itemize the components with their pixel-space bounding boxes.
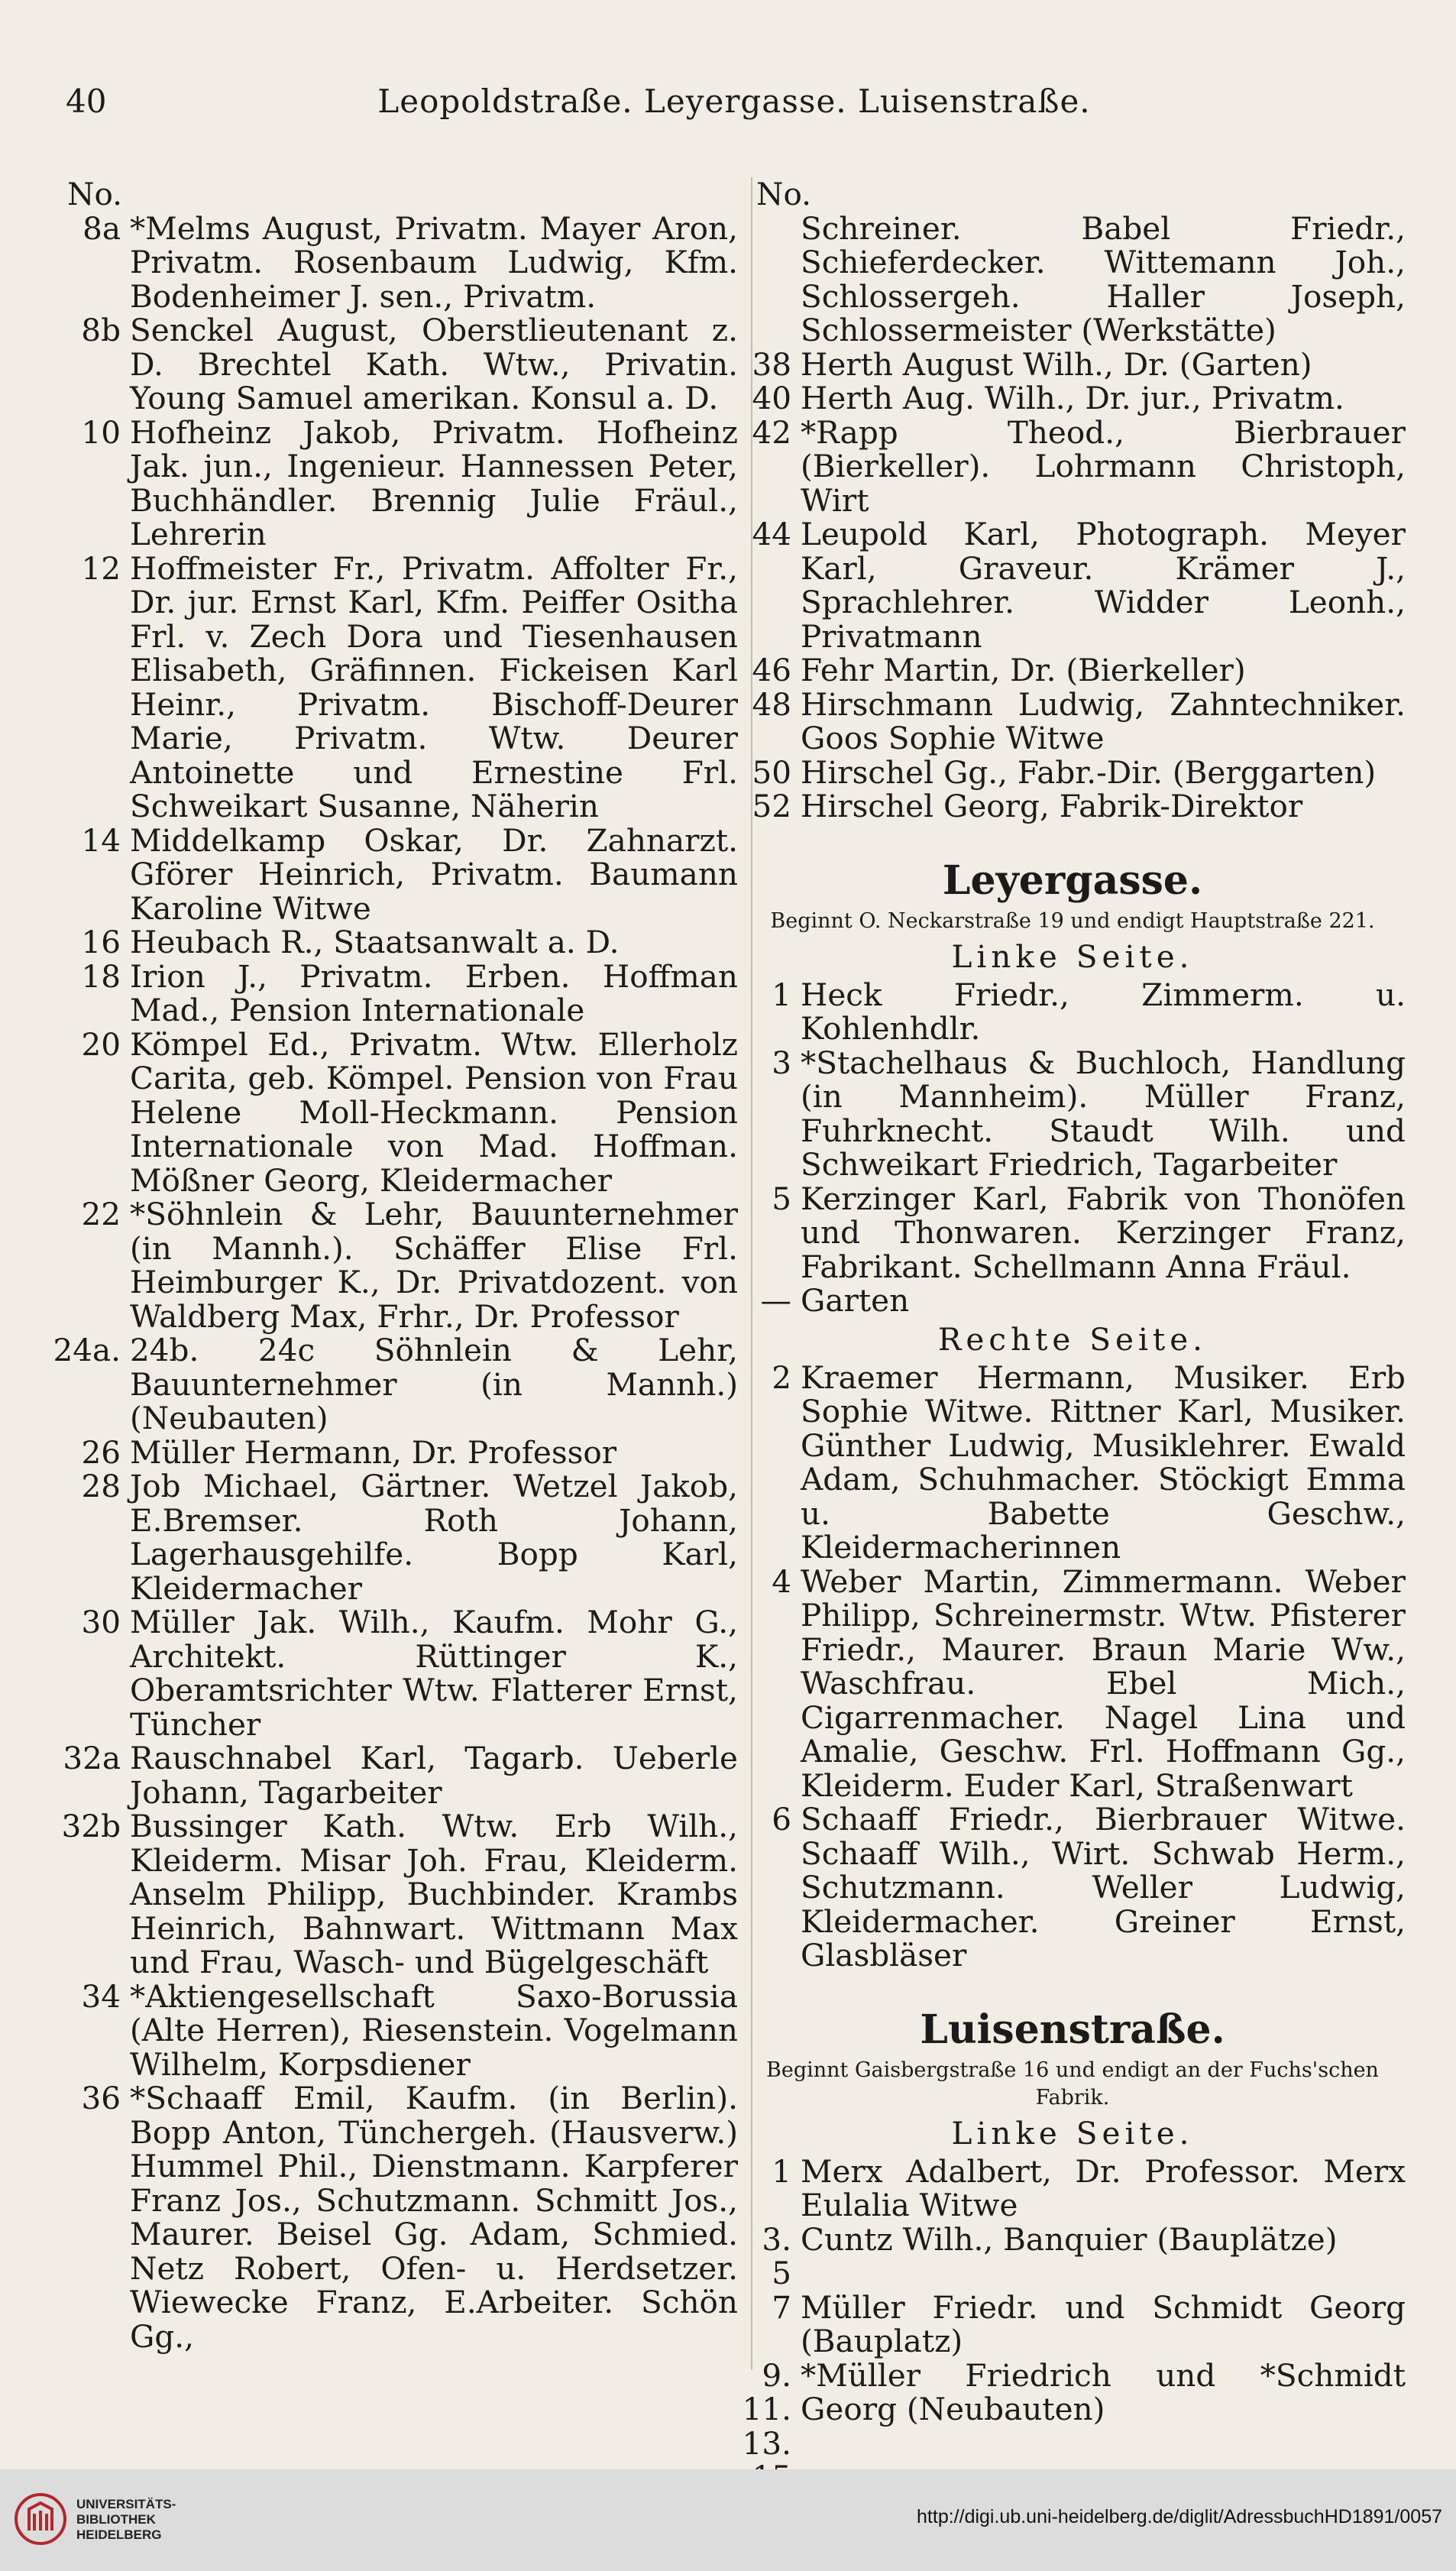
entry-text: Heck Friedr., Zimmerm. u. Kohlenhdlr. bbox=[801, 976, 1406, 1047]
entry-number: — bbox=[760, 1282, 791, 1319]
entry-text: Middelkamp Oskar, Dr. Zahnarzt. Gförer Heinrich, Privatm. Baumann Karoline Witwe bbox=[130, 821, 738, 927]
section-subtitle: Beginnt O. Neckarstraße 19 und endigt Hauptstraße 221. bbox=[770, 908, 1375, 933]
list-item bbox=[50, 413, 738, 552]
section-title-luisenstrasse: Luisenstraße. bbox=[920, 2006, 1225, 2053]
entry-text: *Rapp Theod., Bierbrauer (Bierkeller). Lohrmann Christoph, Wirt bbox=[801, 413, 1406, 519]
side-label-left: Linke Seite. bbox=[951, 2114, 1194, 2152]
list-item bbox=[739, 2220, 1406, 2291]
leyergasse-left-entries bbox=[739, 978, 1406, 1284]
page-number: 40 bbox=[66, 83, 107, 120]
list-item bbox=[739, 789, 1406, 824]
entry-number: 12 bbox=[81, 549, 121, 587]
entry-text: Hirschel Gg., Fabr.-Dir. (Berggarten) bbox=[801, 753, 1377, 791]
entry-number: 6 bbox=[772, 1801, 791, 1838]
entry-number: 32b bbox=[61, 1808, 121, 1844]
entry-number: 4 bbox=[772, 1562, 791, 1600]
entry-text: *Söhnlein & Lehr, Bauunternehmer (in Mannh.). Schäffer Elise Frl. Heimburger K., Dr. Privatdozent. von Waldberg Max, Frhr., Dr. Professor bbox=[130, 1196, 738, 1335]
entry-text: Kömpel Ed., Privatm. Wtw. Ellerholz Carita, geb. Kömpel. Pension von Frau Helene Moll-Heckmann. Pension Internationale von Mad. Hoffman. Mößner Georg, Kleidermacher bbox=[130, 1025, 738, 1199]
entry-number: 16 bbox=[81, 924, 121, 960]
list-item bbox=[50, 1977, 738, 2083]
luisenstrasse-entries bbox=[739, 2152, 1406, 2495]
entry-text: Hirschmann Ludwig, Zahntechniker. Goos Sophie Witwe bbox=[801, 685, 1406, 756]
entry-number: 3. 5 bbox=[762, 2220, 791, 2291]
entry-number: 3 bbox=[772, 1044, 791, 1081]
entry-text: Müller Jak. Wilh., Kaufm. Mohr G., Architekt. Rüttinger K., Oberamtsrichter Wtw. Flatterer Ernst, Tüncher bbox=[130, 1604, 738, 1743]
footer-bar bbox=[0, 2469, 1456, 2571]
entry-number: 14 bbox=[81, 821, 121, 859]
entry-number: 42 bbox=[752, 413, 791, 451]
entry-number: 48 bbox=[752, 685, 791, 723]
entry-number: 1 bbox=[772, 2152, 791, 2190]
number-column-label: No. bbox=[67, 176, 122, 212]
entry-number: 22 bbox=[81, 1196, 121, 1232]
list-item bbox=[739, 978, 1406, 1046]
entry-number: 9. 11. 13. bbox=[742, 2356, 791, 2462]
entry-number: 8b bbox=[81, 312, 121, 348]
entry-text: Weber Martin, Zimmermann. Weber Philipp, Schreinermstr. Wtw. Pfisterer Friedr., Maurer. Braun Marie Ww., Waschfrau. Ebel Mich., Cigarrenmacher. Nagel Lina und Amalie, Geschw. Frl. Hoffmann Gg., Kleiderm. Euder Karl, Straßenwart bbox=[801, 1562, 1406, 1804]
entry-text: *Aktiengesellschaft Saxo-Borussia (Alte Herren), Riesenstein. Vogelmann Wilhelm, Korpsdiener bbox=[130, 1977, 738, 2083]
entry-text: Bussinger Kath. Wtw. Erb Wilh., Kleiderm. Misar Joh. Frau, Kleiderm. Anselm Philipp, Buchbinder. Krambs Heinrich, Bahnwart. Wittmann Max und Frau, Wasch- und Bügelgeschäft bbox=[130, 1808, 738, 1980]
list-item bbox=[50, 1605, 738, 1741]
entry-text: Fehr Martin, Dr. (Bierkeller) bbox=[801, 652, 1246, 688]
entry-number: 34 bbox=[81, 1977, 121, 2015]
list-item bbox=[739, 2152, 1406, 2223]
right-column bbox=[739, 177, 1406, 2495]
list-item bbox=[739, 209, 1406, 348]
number-column-label: No. bbox=[756, 176, 811, 212]
entry-text: 24b. 24c Söhnlein & Lehr, Bauunternehmer (in Mannh.) (Neubauten) bbox=[130, 1332, 738, 1436]
list-item bbox=[739, 1562, 1406, 1804]
left-column bbox=[50, 177, 738, 2353]
list-item bbox=[50, 1741, 738, 1809]
list-item bbox=[739, 753, 1406, 791]
list-item bbox=[739, 413, 1406, 519]
list-item bbox=[739, 517, 1406, 653]
entry-number: 26 bbox=[81, 1433, 121, 1471]
list-item bbox=[50, 1333, 738, 1436]
entry-number: 5 bbox=[772, 1180, 791, 1217]
list-item bbox=[50, 2081, 738, 2353]
entry-number: 8a bbox=[83, 209, 121, 247]
list-item bbox=[50, 957, 738, 1028]
entry-number: 2 bbox=[772, 1358, 791, 1396]
side-label-right: Rechte Seite. bbox=[937, 1320, 1208, 1358]
entry-text: Senckel August, Oberstlieutenant z. D. Brechtel Kath. Wtw., Privatin. Young Samuel amerikan. Konsul a. D. bbox=[130, 312, 738, 416]
entry-text: *Müller Friedrich und *Schmidt Georg (Neubauten) bbox=[801, 2356, 1406, 2427]
list-item bbox=[739, 381, 1406, 416]
list-item bbox=[739, 1802, 1406, 1973]
list-item bbox=[50, 1025, 738, 1199]
page-title: Leopoldstraße. Leyergasse. Luisenstraße. bbox=[377, 83, 1091, 120]
entry-text: Kerzinger Karl, Fabrik von Thonöfen und Thonwaren. Kerzinger Franz, Fabrikant. Schellmann Anna Fräul. bbox=[801, 1180, 1406, 1285]
entry-text: Herth August Wilh., Dr. (Garten) bbox=[801, 345, 1312, 383]
entry-number: 10 bbox=[81, 413, 121, 451]
list-item bbox=[739, 1046, 1406, 1182]
list-item bbox=[50, 821, 738, 927]
library-name: UNIVERSITÄTS- BIBLIOTHEK HEIDELBERG bbox=[76, 2497, 176, 2542]
university-library-logo-icon bbox=[14, 2492, 67, 2546]
list-item bbox=[50, 549, 738, 824]
entry-number: 7 bbox=[772, 2288, 791, 2326]
entry-text: Irion J., Privatm. Erben. Hoffman Mad., Pension Internationale bbox=[130, 957, 738, 1028]
section-subtitle: Beginnt Gaisbergstraße 16 und endigt an der Fuchs'schen Fabrik. bbox=[766, 2058, 1379, 2110]
entry-text: Herth Aug. Wilh., Dr. jur., Privatm. bbox=[801, 380, 1344, 416]
entry-text: Müller Hermann, Dr. Professor bbox=[130, 1433, 617, 1471]
list-item bbox=[50, 925, 738, 960]
leyergasse-right-entries bbox=[739, 1358, 1406, 1974]
list-item bbox=[739, 653, 1406, 688]
entry-text: Rauschnabel Karl, Tagarb. Ueberle Johann, Tagarbeiter bbox=[130, 1740, 738, 1811]
entry-number: 46 bbox=[752, 652, 791, 688]
list-item bbox=[50, 209, 738, 315]
entry-text: Heubach R., Staatsanwalt a. D. bbox=[130, 924, 620, 960]
list-item bbox=[739, 2288, 1406, 2359]
entry-text: *Schaaff Emil, Kaufm. (in Berlin). Bopp Anton, Tünchergeh. (Hausverw.) Hummel Phil., Dienstmann. Karpferer Franz Jos., Schutzmann. Schmitt Jos., Maurer. Beisel Gg. Adam, Schmied. Netz Robert, Ofen- u. Herdsetzer. Wiewecke Franz, E.Arbeiter. Schön Gg., bbox=[130, 2080, 738, 2355]
entry-text: *Melms August, Privatm. Mayer Aron, Privatm. Rosenbaum Ludwig, Kfm. Bodenheimer J. sen., Privatm. bbox=[130, 209, 738, 315]
entry-number: 50 bbox=[752, 753, 791, 791]
entry-number: 40 bbox=[752, 380, 791, 416]
section-title-leyergasse: Leyergasse. bbox=[942, 856, 1203, 904]
leopoldstrasse-entries-right bbox=[739, 345, 1406, 824]
entry-number: 52 bbox=[752, 788, 791, 824]
entry-number: 44 bbox=[752, 516, 791, 552]
source-url[interactable]: http://digi.ub.uni-heidelberg.de/diglit/AdressbuchHD1891/0057 bbox=[917, 2506, 1442, 2527]
list-item bbox=[50, 1197, 738, 1333]
entry-number: 18 bbox=[81, 957, 121, 995]
entry-number: 1 bbox=[772, 976, 791, 1013]
entry-number: 32a bbox=[63, 1740, 121, 1776]
entry-text: Hoffmeister Fr., Privatm. Affolter Fr., Dr. jur. Ernst Karl, Kfm. Peiffer Ositha Frl. v. Zech Dora und Tiesenhausen Elisabeth, Gräfinnen. Fickeisen Karl Heinr., Privatm. Bischoff-Deurer Marie, Privatm. Wtw. Deurer Antoinette und Ernestine Frl. Schweikart Susanne, Näherin bbox=[130, 549, 738, 824]
entry-number: 36 bbox=[81, 2080, 121, 2116]
side-label-left: Linke Seite. bbox=[951, 937, 1194, 975]
entry-text: Leupold Karl, Photograph. Meyer Karl, Graveur. Krämer J., Sprachlehrer. Widder Leonh., Privatmann bbox=[801, 516, 1406, 655]
entry-number: 30 bbox=[81, 1604, 121, 1640]
entry-text: Schreiner. Babel Friedr., Schieferdecker. Wittemann Joh., Schlossergeh. Haller Joseph, Schlossermeister (Werkstätte) bbox=[801, 209, 1406, 348]
entry-text: Hirschel Georg, Fabrik-Direktor bbox=[801, 788, 1303, 824]
entry-text: Garten bbox=[801, 1282, 910, 1319]
entry-text: Schaaff Friedr., Bierbrauer Witwe. Schaaff Wilh., Wirt. Schwab Herm., Schutzmann. Weller Ludwig, Kleidermacher. Greiner Ernst, Glasbläser bbox=[801, 1801, 1406, 1974]
entry-text: Job Michael, Gärtner. Wetzel Jakob, E.Bremser. Roth Johann, Lagerhausgehilfe. Bopp Karl, Kleidermacher bbox=[130, 1468, 738, 1607]
page-header bbox=[66, 83, 1403, 128]
entry-number: 28 bbox=[81, 1468, 121, 1504]
list-item bbox=[739, 1182, 1406, 1284]
entry-text: Hofheinz Jakob, Privatm. Hofheinz Jak. jun., Ingenieur. Hannessen Peter, Buchhändler. Brennig Julie Fräul., Lehrerin bbox=[130, 413, 738, 552]
leopoldstrasse-entries-left bbox=[50, 209, 738, 2355]
entry-text: Cuntz Wilh., Banquier (Bauplätze) bbox=[801, 2220, 1338, 2258]
entry-text: *Stachelhaus & Buchloch, Handlung (in Mannheim). Müller Franz, Fuhrknecht. Staudt Wilh. und Schweikart Friedrich, Tagarbeiter bbox=[801, 1044, 1406, 1183]
entry-text: Müller Friedr. und Schmidt Georg (Bauplatz) bbox=[801, 2288, 1406, 2359]
entry-number: 20 bbox=[81, 1025, 121, 1063]
list-item bbox=[50, 313, 738, 416]
list-item bbox=[739, 685, 1406, 756]
list-item bbox=[739, 345, 1406, 383]
list-item bbox=[50, 1469, 738, 1605]
list-item bbox=[50, 1809, 738, 1980]
entry-text: Merx Adalbert, Dr. Professor. Merx Eulalia Witwe bbox=[801, 2152, 1406, 2223]
entry-text: Kraemer Hermann, Musiker. Erb Sophie Witwe. Rittner Karl, Musiker. Günther Ludwig, Musiklehrer. Ewald Adam, Schuhmacher. Stöckigt Emma u. Babette Geschw., Kleidermacherinnen bbox=[801, 1358, 1406, 1566]
entry-number: 38 bbox=[752, 345, 791, 383]
entry-number: 24a. bbox=[53, 1332, 121, 1368]
list-item bbox=[739, 1358, 1406, 1566]
list-item bbox=[50, 1433, 738, 1471]
list-item bbox=[739, 1284, 1406, 1318]
